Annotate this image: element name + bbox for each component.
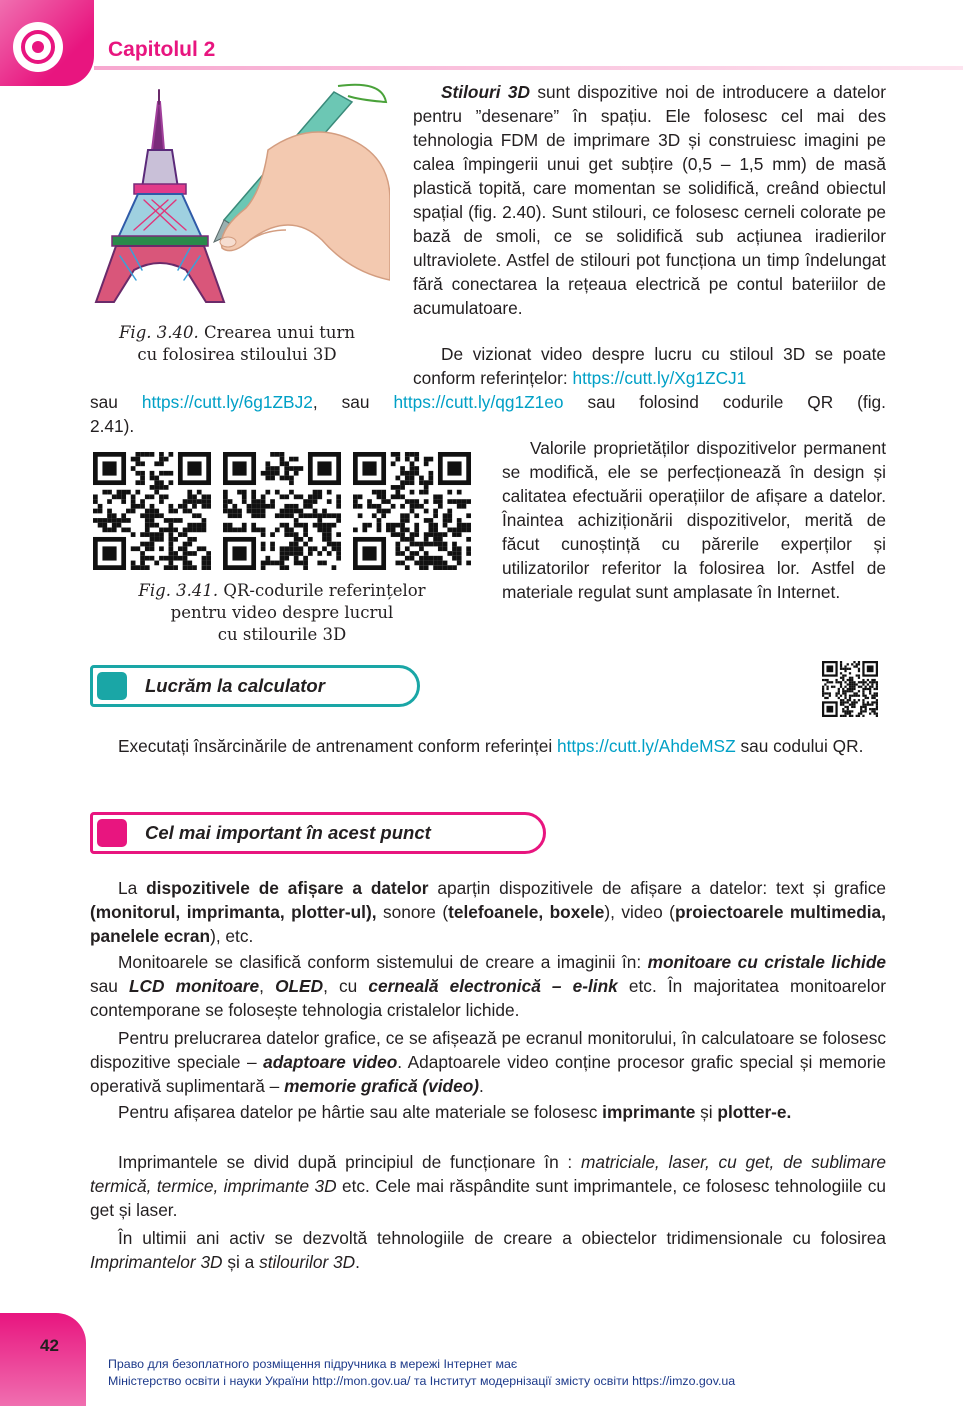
page-number-tab [0, 1313, 86, 1406]
calculator-text: sau codului QR. [740, 736, 864, 756]
section-banner-important [90, 812, 546, 854]
italic-term: Imprimantelor 3D [90, 1252, 223, 1272]
bold-term: dispozitivele de afișare a datelor [146, 878, 429, 898]
text: . Adaptoarele video conține procesor grafic special și memorie operativă suplimentară – [90, 1052, 886, 1096]
footer-line-2: Міністерство освіти і науки України http://mon.gov.ua/ та Інститут модернізації змісту освіти https://imzo.gov.ua [108, 1374, 736, 1388]
video-link-2[interactable]: https://cutt.ly/6g1ZBJ2 [141, 392, 313, 412]
qr-code[interactable] [822, 661, 878, 717]
caption-line: cu folosirea stiloului 3D [137, 345, 337, 364]
caption-line: cu stilourile 3D [217, 625, 347, 644]
qr-code[interactable] [353, 452, 471, 570]
video-text: sau folosind codurile QR (fig. 2.41). [90, 392, 886, 436]
important-paragraph-5 [90, 1150, 886, 1222]
text: și a [227, 1252, 255, 1272]
video-link-3[interactable]: https://cutt.ly/qg1Z1eo [393, 392, 564, 412]
text: Monitoarele se clasifică conform sistemului de creare a imaginii în: [118, 952, 642, 972]
text: Pentru prelucrarea datelor grafice, ce se afișează pe ecranul monitorului, în calculatoare se folosesc dispozitive speciale – [90, 1028, 886, 1072]
header-divider [94, 66, 963, 70]
text: , cu [323, 976, 358, 996]
bold-italic-term: memorie grafică (video) [284, 1076, 480, 1096]
caption-line: pentru video despre lucrul [170, 603, 394, 622]
bold-term: plotter-e. [717, 1102, 792, 1122]
video-text: , sau [312, 392, 370, 412]
eiffel-tower-3d-pen-photo [90, 80, 390, 310]
text: etc. În majoritatea monitoarelor contemporane se folosește tehnologia cristalelor lichide. [90, 976, 886, 1020]
figure-caption-3-41 [92, 580, 472, 646]
text: și [700, 1102, 713, 1122]
important-paragraph-3 [90, 1026, 886, 1098]
caption-line: QR-codurile referințelor [223, 581, 426, 600]
section-title: Cel mai important în acest punct [145, 822, 431, 843]
bold-term: imprimante [602, 1102, 696, 1122]
text: sau [90, 976, 118, 996]
values-paragraph [502, 436, 886, 604]
calculator-text: Executați însărcinările de antrenament conform referinței [118, 736, 553, 756]
text: etc. Cele mai răspândite sunt imprimantele, ce folosesc tehnologiile cu get și laser. [90, 1176, 886, 1220]
chapter-title: Capitolul 2 [108, 38, 216, 61]
qr-code[interactable] [223, 452, 341, 570]
text: . [479, 1076, 484, 1096]
intro-paragraph [413, 80, 886, 320]
calculator-paragraph [90, 734, 886, 758]
video-text: De vizionat video despre lucru cu stiloul 3D se poate conform referințelor: [413, 344, 886, 388]
bold-term: telefoanele, boxele [448, 902, 605, 922]
caption-line: Crearea unui turn [203, 323, 356, 342]
italic-term: stilourilor 3D [259, 1252, 356, 1272]
section-title: Lucrăm la calculator [145, 675, 325, 696]
figure-number: Fig. 3.40. [118, 323, 199, 342]
text: , [259, 976, 264, 996]
intro-term: Stilouri 3D [441, 82, 530, 102]
important-icon [97, 819, 127, 847]
important-paragraph-2 [90, 950, 886, 1022]
important-paragraph-6 [90, 1226, 886, 1274]
text: . [355, 1252, 360, 1272]
tablet-icon [97, 672, 127, 700]
text: Pentru afișarea datelor pe hârtie sau alte materiale se folosesc [118, 1102, 598, 1122]
bold-term: (monitorul, imprimanta, plotter-ul), [90, 902, 377, 922]
text: Imprimantele se divid după principiul de funcționare în : [118, 1152, 573, 1172]
bold-italic-term: LCD monitoare [128, 976, 260, 996]
important-paragraph-4 [90, 1100, 886, 1124]
video-paragraph-part1 [413, 342, 886, 390]
calculator-link[interactable]: https://cutt.ly/AhdeMSZ [556, 736, 736, 756]
video-text: sau [90, 392, 118, 412]
bold-term: proiectoarele multimedia, panelele ecran [90, 902, 886, 946]
video-link-1[interactable]: https://cutt.ly/Xg1ZCJ1 [572, 368, 747, 388]
bold-italic-term: adaptoare video [263, 1052, 398, 1072]
bold-italic-term: cerneală electronică – e-link [368, 976, 618, 996]
footer-line-1: Право для безоплатного розміщення підручника в мережі Інтернет має [108, 1357, 518, 1371]
target-icon [13, 22, 63, 72]
intro-text: sunt dispozitive noi de introducere a datelor pentru ”desenare” în spațiu. Ele folosesc cel mai des tehnologia FDM de imprimare 3D și construiesc imagini pe calea împingerii unui get subțire (0,5 – 1,5 mm) de masă plastică topită, care momentan se solidifică, creând obiectul spațial (fig. 2.40). Sunt stilouri, ce folosesc cerneli colorate pe bază de smoli, ce se solidifică sub acțiunea iradierilor ultraviolete. Astfel de stilouri pot funcționa un timp îndelungat fără conectarea la rețeaua electrică pe contul bateriilor de acumulatoare. [413, 82, 886, 318]
bold-italic-term: OLED [275, 976, 324, 996]
figure-caption-3-40 [92, 322, 382, 366]
text: ), video ( [604, 902, 675, 922]
page-number: 42 [40, 1336, 59, 1355]
bold-italic-term: monitoare cu cristale lichide [647, 952, 887, 972]
italic-term: matriciale, laser, cu get, de sublimare termică, termice, imprimante 3D [90, 1152, 886, 1196]
values-text: Valorile proprietăților dispozitivelor permanent se modifică, ele se perfecționează în design și calitatea efectuării operațiilor de afișare a datelor. Înaintea achiziționării dispozitivelor, merită de făcut cunoștință cu părerile experților și utilizatorilor referitor la folosirea lor. Astfel de materiale regulat sunt amplasate în Internet. [502, 438, 886, 602]
text: În ultimii ani activ se dezvoltă tehnologiile de creare a obiectelor tridimensionale cu folosirea [118, 1228, 886, 1248]
qr-code[interactable] [93, 452, 211, 570]
important-paragraph-1 [90, 876, 886, 948]
text: ), etc. [210, 926, 254, 946]
text: La [118, 878, 138, 898]
text: sonore ( [383, 902, 449, 922]
qr-code-group [93, 452, 473, 570]
video-paragraph-part2 [90, 390, 886, 438]
text: aparțin dispozitivele de afișare a datelor: text și grafice [437, 878, 886, 898]
section-banner-calculator [90, 665, 420, 707]
figure-number: Fig. 3.41. [138, 581, 219, 600]
